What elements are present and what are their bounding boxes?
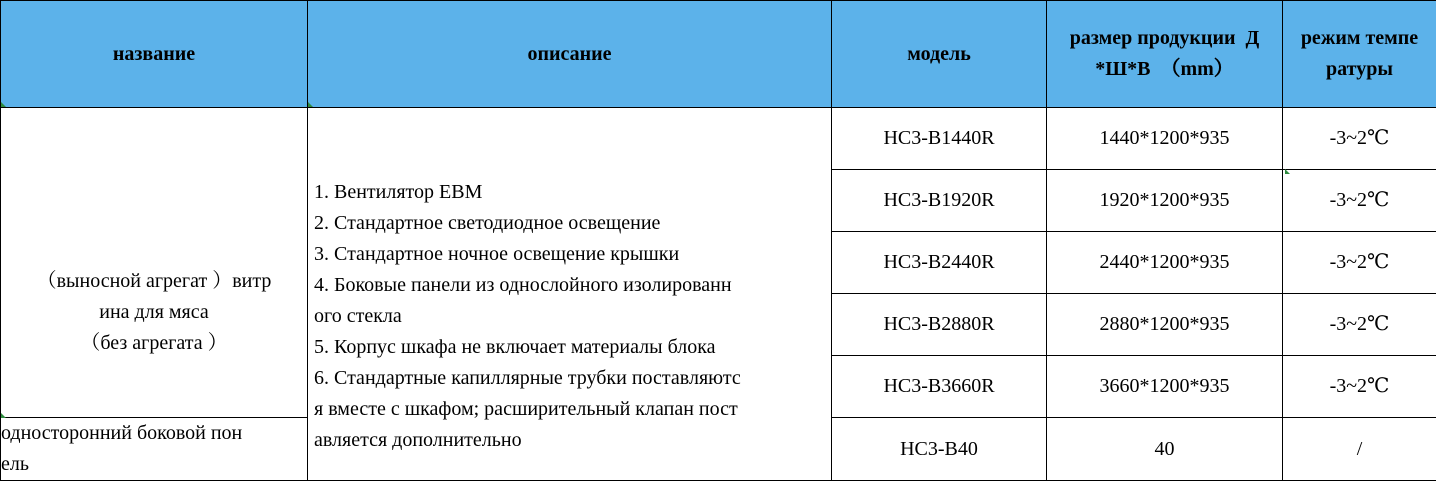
description-line: 4. Боковые панели из однослойного изолированн xyxy=(314,274,732,296)
cell-comment-marker xyxy=(1,102,6,107)
temperature-cell: -3~2℃ xyxy=(1283,356,1436,418)
temperature-cell: -3~2℃ xyxy=(1283,232,1436,294)
header-temperature xyxy=(1283,1,1436,108)
header-size-line2: *Ш*В （mm） xyxy=(1095,58,1234,80)
size-cell: 40 xyxy=(1047,418,1283,481)
model-cell: HC3-B1440R xyxy=(832,108,1047,170)
side-panel-name-cell xyxy=(1,418,308,481)
product-name-line2: ина для мяса xyxy=(99,301,209,323)
model-cell: HC3-B3660R xyxy=(832,356,1047,418)
description-line: ого стекла xyxy=(314,305,402,327)
product-name-cell xyxy=(1,108,308,418)
model-cell: HC3-B2880R xyxy=(832,294,1047,356)
header-temp-line1: режим темпе xyxy=(1300,27,1419,49)
side-panel-name-line2: ель xyxy=(1,453,29,475)
header-model: модель xyxy=(832,1,1047,108)
side-panel-name-line1: односторонний боковой пон xyxy=(1,422,243,444)
size-cell: 3660*1200*935 xyxy=(1047,356,1283,418)
size-cell: 2880*1200*935 xyxy=(1047,294,1283,356)
product-name-line1: （выносной агрегат ）витр xyxy=(36,270,272,292)
cell-comment-marker xyxy=(1,413,6,418)
size-cell: 1440*1200*935 xyxy=(1047,108,1283,170)
header-description: описание xyxy=(308,1,832,108)
product-name-line3: （без агрегата ） xyxy=(80,332,228,354)
description-line: 5. Корпус шкафа не включает материалы блока xyxy=(314,336,716,358)
description-line: авляется дополнительно xyxy=(314,429,522,451)
cell-comment-marker xyxy=(1285,169,1290,174)
description-line: 3. Стандартное ночное освещение крышки xyxy=(314,243,680,265)
size-cell: 2440*1200*935 xyxy=(1047,232,1283,294)
header-size-line1: размер продукции Д xyxy=(1069,27,1260,49)
header-temp-line2: ратуры xyxy=(1326,58,1393,80)
model-cell: HC3-B40 xyxy=(832,418,1047,481)
size-cell: 1920*1200*935 xyxy=(1047,170,1283,232)
description-line: я вместе с шкафом; расширительный клапан пост xyxy=(314,398,738,420)
temperature-cell: -3~2℃ xyxy=(1283,108,1436,170)
description-line: 6. Стандартные капиллярные трубки поставляютс xyxy=(314,367,741,389)
model-cell: HC3-B2440R xyxy=(832,232,1047,294)
temperature-cell: -3~2℃ xyxy=(1283,170,1436,232)
header-row xyxy=(1,1,1436,108)
description-line: 2. Стандартное светодиодное освещение xyxy=(314,212,661,234)
product-description-cell xyxy=(308,108,832,481)
temperature-cell: / xyxy=(1283,418,1436,481)
cell-comment-marker xyxy=(308,102,313,107)
description-line: 1. Вентилятор EBM xyxy=(314,181,483,203)
header-name: название xyxy=(1,1,308,108)
header-size xyxy=(1047,1,1283,108)
table-row xyxy=(1,108,1436,170)
model-cell: HC3-B1920R xyxy=(832,170,1047,232)
temperature-cell: -3~2℃ xyxy=(1283,294,1436,356)
